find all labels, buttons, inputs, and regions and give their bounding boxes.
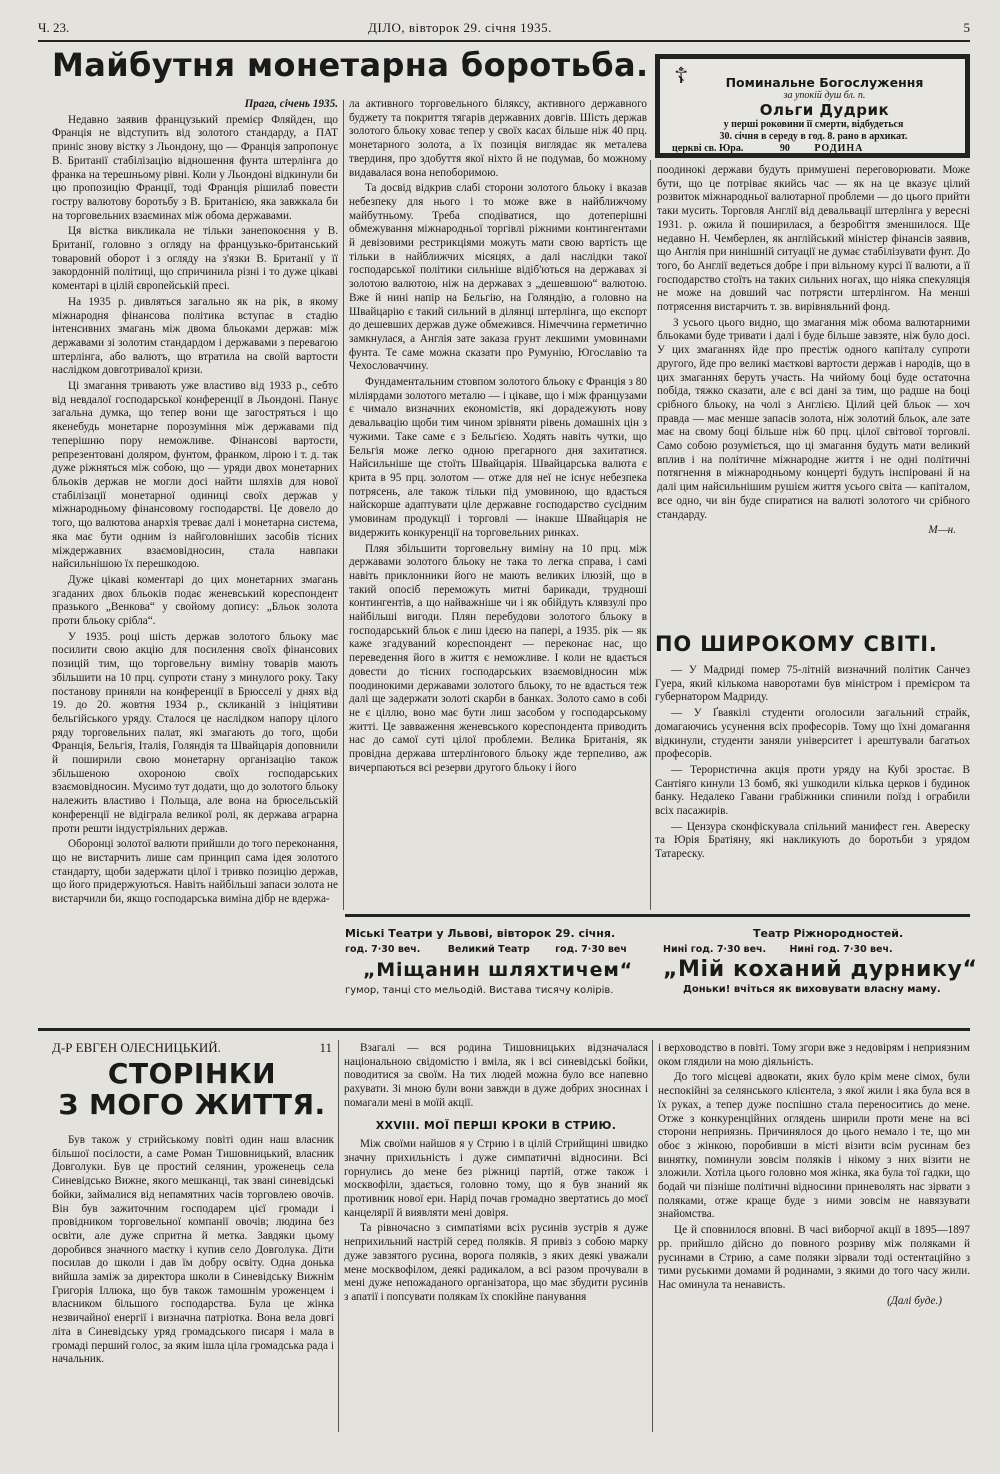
variety-theatre-schedule [663,944,970,955]
memorial-name: Ольги Дудрик [759,101,890,119]
paragraph: Це й сповнилося вповні. В часі виборчої акції в 1895—1897 рр. прийшло дійсно до повного розриву між поляками й русинами в Стрию, а саме поляки зірвали тоді остентаційно з тими руськими домами й родинами, з якими до того часу жили. Нас оминула та ненависть. [658,1224,970,1291]
paragraph: поодинокі держави будуть примушені переговорювати. Може бути, що це потріває якийсь час — як на це вказує цілий розвиток міжнародньої валютарної проблеми — до цього прийти таки мусить. Торговля Англії від девальвації штерлінга у вересні 1931. р. ожила й поширилася, а безробіття зменшилося. Ще недавно Н. Чемберлен, як англійський міністер фінансів заявив, що Англія при нинішній ситуації не думає стабілізувати фунт. До того, бо Англії ведеться добре і при вільному курсі її валюти, а її господарство стоїть на таких сильних ногах, що ніяка спекуляція не може на довший час потрясти штерлінгом. На менші потрясення вистарчить т. зв. вирівняльний фонд. [657,164,970,314]
theatre-house: Великий Театр [447,944,530,955]
paragraph: На 1935 р. дивляться загально як на рік, в якому міжнародня фінансова політика вступає в стадію інтенсивних змагань між двома бльоками держав: між державами зі золотим стандардом і державами з перевагою штерлінга, або валютъ, що втратила на своїй вартости наслідком довготривалої кризи. [52,295,338,377]
author-name: Д-Р ЕВГЕН ОЛЕСНИЦЬКИЙ. [52,1040,221,1055]
paragraph: Пляя збільшити торговельну виміну на 10 прц. між державами золотого бльоку не така то легка справа, і самі навіть приклонники його не мають великих ілюзій, що в такий опосіб переможуть митні барикади, трудноші контингентів, а що найважніше чи і як обійдуть клявзулі про найбільші вигоди. Плян перебудови золотого бльоку в господарський бльок є лиш ідеєю на папері, а 1935. рік — як каже згадуваний кореспондент — переконає нас, що переведення його в життя є неможливе. І коли не вдається довести до тісних господарських взаємовідносин між поодинокими державами золотого бльоку, то не вдасться теж далі ще задержати золоті скарби в банках. Золото само в собі не є ціллю, воно має бути лиш засобом у господарському житті. Це завваження женевського кореспондента приводить нас до самої суті цілої проблеми. Велика Британія, як провідна держава штерлінґового бльоку жде терпеливо, аж вичерпаються всі резерви другого бльоку і його [349,542,647,774]
memoir-col-3 [658,1042,970,1434]
memoir-author [52,1040,332,1056]
column-rule [338,1040,339,1432]
variety-theatre-heading: Театр Ріжнородностей. [753,927,904,940]
world-news-title: ПО ШИРОКОМУ СВІТІ. [655,632,938,656]
paragraph: До того місцеві адвокати, яких було крім мене сімох, були неспокійні за селянського клієнтела, з якої жили і яка була вся в їх руках, а тепер дуже поспішно стала переноситись до мене. Отже з конкуренційних оглядень ширили проти мене на всі сторони неприязнь. Причинялося до цього немало і те, що ми обоє з жінкою, поробивши в місті візити всім русинам без винятку, поминули зовсім поляків і нікому з них візити не зложили. Хотіла цього головно моя жінка, яка була тої гадки, що бодай чи пізніше політичні відносини приневолять нас зірвати з поляками, отже краще буде з ними зовсім не навязувати знайомства. [658,1071,970,1221]
memorial-code: 90 [779,143,790,154]
header-rule [38,40,970,42]
memorial-line: 30. січня в середу в год. 8. рано в архикат. [719,131,908,142]
world-news-body [655,664,970,896]
orthodox-cross-icon: ☦ [674,63,689,88]
main-article-col-3 [657,164,970,626]
main-article-title: Майбутня монетарна боротьба. [52,46,649,84]
showtime: Нині год. 7·30 веч. [663,944,767,955]
memorial-footer [672,143,955,154]
news-item: — Терористична акція проти уряду на Кубі зростає. В Сантіяго кинули 13 бомб, які ушкодили кілька церков і будинок банку. Недалеко Гавани грабіжники спинили поїзд і ограбили всіх пасажирів. [655,763,970,818]
play-description: Доньки! вчіться як виховувати власну маму. [683,984,941,995]
play-title: „Міщанин шляхтичем“ [363,959,633,981]
paragraph: Був також у стрийському повіті один наш власник більшої посілости, а саме Роман Тишовницький, власник Довголуки. Був це простий селянин, уроженець села Синевідсько Вижне, якого мешканці, так звані синевідські бойки, займалися від непамятних часів торговлею овочів. Він був зажиточним господарем цієї громади і провідником торговельної компанії овочів; людина без освіти, але дуже спритна й метка. Завдяки цьому доробився значного маєтку і купив село Довголука. Діти посилав до школи і дав їм добру освіту. Одна донька вийшла заміж за директора школи в Синевідську Вижнім Григорія Іллюка, що був також тамошнім уроженцем і власником більшого господарства. Була це жінка незвичайної енергії і визначна патріотка. Вона вела довгі літа в Синевідську уряд громадського писаря і мала в громаді перший голос, за яким ішла ціла громадська рада і начальник. [52,1134,334,1366]
city-theatre-ad [345,927,655,996]
memorial-subheading: за упокій душ бл. п. [783,90,866,101]
memoir-title-line: СТОРІНКИ [107,1057,277,1090]
paragraph: ла активного торговельного біляксу, активного державного буджету та покриття тягарів державних довгів. Шість держав золотого бльоку ховає тепер у своїх касах більше ніж 40 прц. монетарного золота, а їх позиція виглядає як металева твердиня, про здобуття якої ніхто й не подумав, бо можному видавалася вона непоборимою. [349,98,647,179]
variety-theatre-ad [663,927,978,995]
news-item: — У Мадриді помер 75-літній визначний політик Санчез Гуера, який кількома наворотами був міністром і премієром та губернатором Мадриду. [655,664,970,704]
column-rule [343,100,344,910]
paragraph: Та досвід відкрив слабі сторони золотого бльоку і вказав небезпеку для нього і то може вже в найближчому майбутньому. Треба сподіватися, що дотеперішні обмежування міжнародньої торгівлі ріжними контингентами й девізовими рестрикціями можуть мати свою вартість ще тільки в найближчих місяцях, а далі наслідки такої господарської політики сильніше відіб'ються на державах зі золотою валютою, ніж на державах з „дешевшою“ валютою. Вже й нині напір на Бельгію, на Голяндію, а головно на Швайцарію є такий сильний в ділянці штерлінга, що експорт до дешевших держав дуже обмежився. Німеччина герметично замкнулася, а Англія зате заказа грунт лекшими умовинами фунта. Те саме можна сказати про Румунію, Югославію та Чехословаччину. [349,182,647,373]
column-rule [650,160,651,910]
memoir-title [52,1058,332,1128]
memorial-heading: Поминальне Богослуження [725,75,924,90]
paragraph: З усього цього видно, що змагання між обома валютарними бльоками буде тривати і далі і буде більше завзяте, ніж було досі. У цих змаганнях йде про престіж одного капіталу супроти другого, йде про великі маєткові вартости держав і народів, що в цих змаганнях беруть участь. На чийому боці буде остаточна побіда, тяжко сказати, але є всі дані за тим, що радше на боці срібного бльоку, на чолі з Англією. Цілий цей бльок — хоч правда — має менше запасів золота, ніж золотий бльок, але зате має на свому боці більше ніж 60 прц. цілої світової торговлі. Само собою розуміється, що ці змагання будуть мати великий вплив і на політичне міжнародне життя і не одні політичні потягнення в міжнародньому концерті будуть інспіровані й на далі цим найсильнішим рушієм життя усього світа — капіталом, все одно, чи він буде спиратися на валюті золотого чи срібного стандарду. [657,316,970,521]
column-rule [652,1040,653,1432]
article-signature: М—н. [928,524,956,537]
play-description: гумор, танці сто мельодій. Вистава тисячу колірів. [345,985,614,996]
main-article-col-1 [52,98,338,1018]
news-item: — У Ґваякілі студенти оголосили загальний страйк, домагаючись усунення всіх професорів. Тому що їхні домагання відкинули, студенти заняли університет і арештували багатьох професорів. [655,707,970,761]
page-header [38,18,970,40]
city-theatre-heading: Міські Театри у Львові, вівторок 29. січня. [345,927,616,940]
showtime: год. 7·30 веч [555,944,627,955]
paragraph: Ці змагання тривають уже властиво від 1933 р., себто від невдалої господарської конференції в Льондоні. Панує загальна думка, що тепер вони ще загостряться і що якенебудь монетарне порозуміння між державами під теперішню пору неможливе. Фінансові вартости, репрезентовані доляром, фунтом, франком, лірою і т. д. так дуже ріжняться між собою, що — уряди двох монетарних бльоків держав не могли досі найти шляхів для нової стабілізації монетарної одиниці своїх держав у міжнародньому фінансовому господарстві. Це довело до того, що валютова анархія треває далі і монетарна система, яка має бути одним із найголовніших засобів тісних міждержавних взаємовідносин, стала навпаки найсильнішою їх перешкодою. [52,380,338,571]
paragraph: Між своїми найшов я у Стрию і в цілій Стрийщині швидко значну прихильність і дуже симпатичні відносини. Всі горнулись до мене без ріжниці партій, отже також і москвофіли, здається, головно тому, що я був знаний як противник нової ери. Нарід почав громадно звертатись до моєї канцелярії й виявляти мені довіря. [344,1138,648,1219]
showtime: год. 7·30 веч. [345,944,421,955]
news-item: — Цензура сконфіскувала спільний манифест ген. Авереску та Юрія Братіяну, які накликують до боротьби з урядом Татареску. [655,820,970,861]
theatre-advertisement [345,914,978,1014]
memorial-signature: РОДИНА [814,143,864,154]
paragraph: У 1935. році шість держав золотого бльоку має посилити свою акцію для посилення своїх фінансових позицій тим, що торговельну виміну товарів мають збільшити на 10 прц. супроти стану з минулого року. Таку постанову приняли на конференції в Брюсселі у днях від 19. до 20. жовтня 1934 р., скликаній з ініціятиви бельгійського уряду. Сталося це наслідком напору цілого ряду торговельних палат, які змагають до того, щоби Франція, Бельгія, Італія, Голяндія та Швайцарія доповнили й поширили свою монетарну організацію також збільшеною охороною своїх господарських взаємовідносин. Мусимо тут додати, що до золотого бльоку належить властиво і Польща, але вона на брюсельській конференції не відіграла великої ролі, як держава аграрна проти решти індустріяльних держав. [52,630,338,835]
memoir-col-1 [52,1134,334,1434]
paragraph: і верховодство в повіті. Тому згори вже з недовірям і неприязним оком глядили на мою діяльність. [658,1042,970,1068]
memoir-col-2 [344,1042,648,1434]
issue-number: Ч. 23. [38,20,70,35]
paragraph: Ця вістка викликала не тільки занепокоєння у В. Британії, головно з огляду на французько-британський товаровий оборот і з огляду на з'язки В. Британії у її закордонній політиці, що спричинила різні і то дуже цікаві коментарі в цілій європейській пресі. [52,225,338,293]
paragraph: Фундаментальним стовпом золотого бльоку є Франція з 80 міліярдами золотого металю — і цікаве, що і між французами є чимало визначних економістів, які дорадежують нову девальвацію щоби тим чином зрівняти рівень домашніх цін з чужими. Таке саме є з Бельгією. Ходять навіть чутки, що Бельгія може легко одною прегарного дня захитатися. Найсильніше ще стоїть Швайцарія. Швайцарська валюта є крита в 95 прц. золотом — отже для неї не існує небезпека потрясень, але також тільки під умовиною, що вдасться найскорше адаптувати ціле державне господарство сусідним умовинам продукції і торговлі — інакше Швайцарія не видержить конкуренції на торговельних ринках. [349,376,647,539]
main-article-col-2 [349,98,647,910]
continued-note: (Далі буде.) [887,1294,942,1307]
play-title: „Мій коханий дурнику“ [663,957,978,982]
memoir-title-line: З МОГО ЖИТТЯ. [58,1088,326,1121]
paragraph: Та рівночасно з симпатіями всіх русинів зустрів я дуже неприхильний настрій серед поляків. Я привіз з собою марку дуже завзятого русина, ворога поляків, з яких деякі уважали мене москвофілом, деякі радикалом, а всі разом прочували в мені дуже непожаданого організатора, що має збудити русинів з апатії і попсувати полякам їх спокійне панування [344,1222,648,1303]
dateline: Прага, січень 1935. [244,98,338,110]
page-number: 5 [963,20,970,35]
paragraph: Взагалі — вся родина Тишовницьких відзначалася національною свідомістю і вміла, як і всі синевідські бойки, поводитися за своїм. На тих людей можна було все напевно рахувати. Зі мною були вони завжди в дуже добрих зносинах і помагали мені в моїй акції. [344,1042,648,1109]
memorial-notice [655,54,970,158]
masthead-date: ДІЛО, вівторок 29. січня 1935. [368,20,552,35]
paragraph: Недавно заявив французький премієр Фляйден, що Франція не відступить від золотого стандарду, а ПАТ приніс знову вістку з Льондону, що — Франція запропонує В. Британії стабілізацію відношення фунта штерлінга до франка на терешньому рівні. Коли у Льондоні відкинули би цю пропозицію Франції, тоді Франція рішилаб повести гостру валютову боротьбу з В. Британією, яка завжкала би на торговельних взаєминах між обома державами. [52,113,338,222]
city-theatre-schedule [345,944,655,955]
episode-number: 11 [319,1040,332,1055]
paragraph: Оборонці золотої валюти прийшли до того переконання, що не вистарчить лише сам принцип сама ідея золотого стандарту, щоби задержати цілої і тривко позицію держав, що його придержуються. Навіть найбільші запаси золота не вистарчили би, якщо господарська виміна дібр не вдержа- [52,838,338,906]
showtime: Нині год. 7·30 веч. [789,944,893,955]
memoir-subheading: XXVIII. МОЇ ПЕРШІ КРОКИ В СТРИЮ. [375,1118,617,1132]
section-rule [38,1028,970,1031]
memorial-church: церкві св. Юра. [672,143,744,154]
paragraph: Дуже цікаві коментарі до цих монетарних змагань згаданих двох бльоків подає женевський кореспондент празького „Венкова“ у свойому допису: „Бльок золота проти бльоку срібла“. [52,573,338,628]
memorial-line: у перші роковини її смерти, відбудеться [723,119,904,130]
